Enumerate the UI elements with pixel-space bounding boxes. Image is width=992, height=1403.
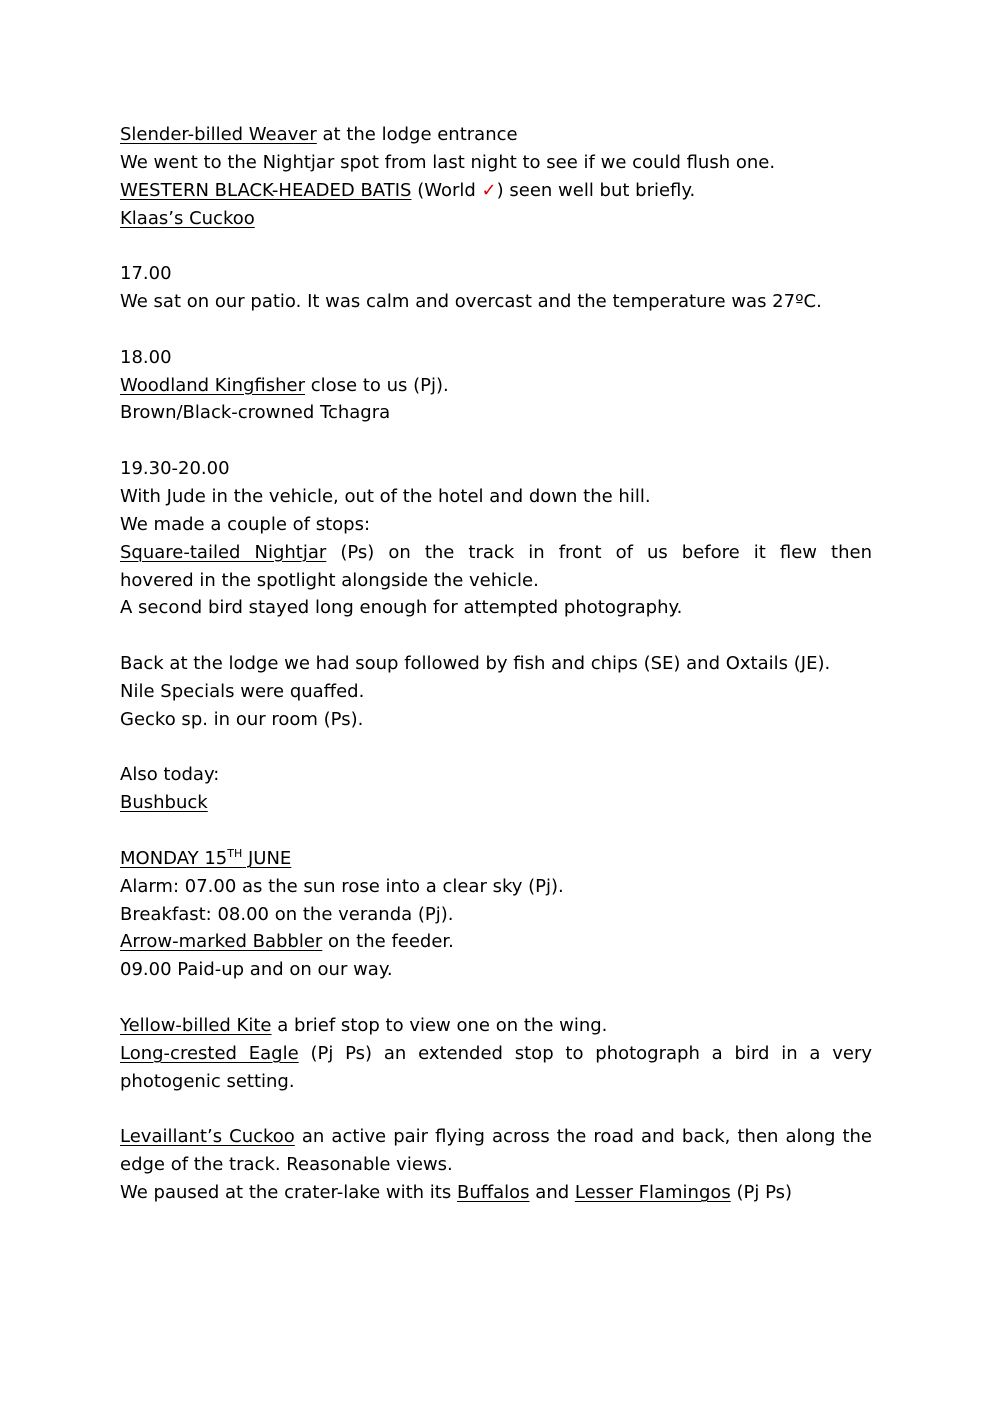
babbler-note: on the feeder. [322, 931, 454, 953]
levaillant-note: an active pair flying across the road and back, then along the [294, 1126, 872, 1148]
document-page [120, 121, 872, 1207]
crater-suffix: (Pj Ps) [730, 1182, 793, 1204]
batis-line [120, 177, 872, 205]
square-tailed-nightjar-line [120, 539, 872, 567]
species-slender-billed-weaver: Slender-billed Weaver [120, 124, 317, 145]
day-heading-text [120, 848, 291, 869]
spacer [120, 622, 872, 650]
time-1930: 19.30-20.00 [120, 458, 230, 480]
babbler-line [120, 928, 872, 956]
kingfisher-note: close to us (Pj). [305, 374, 449, 396]
bushbuck-line [120, 789, 872, 817]
species-klaas-cuckoo: Klaas’s Cuckoo [120, 207, 255, 229]
eagle-line [120, 1040, 872, 1068]
eagle-note: (Pj Ps) an extended stop to photograph a bird in a very [298, 1042, 873, 1064]
check-mark-icon: ✓ [481, 179, 497, 201]
nightjar-spot-line: We went to the Nightjar spot from last night to see if we could flush one. [120, 151, 776, 173]
kite-line [120, 1012, 872, 1040]
batis-note: ) seen well but briefly. [496, 179, 696, 201]
square-tailed-nightjar-cont: hovered in the spotlight alongside the vehicle. [120, 569, 539, 591]
species-long-crested-eagle: Long-crested Eagle [120, 1042, 299, 1064]
spacer [120, 734, 872, 762]
weaver-note: at the lodge entrance [316, 124, 518, 145]
spacer [120, 984, 872, 1012]
species-woodland-kingfisher: Woodland Kingfisher [120, 374, 306, 396]
levaillant-line [120, 1123, 872, 1151]
crater-and: and [529, 1182, 575, 1204]
patio-line: We sat on our patio. It was calm and overcast and the temperature was 27ºC. [120, 291, 822, 313]
square-tailed-nightjar-note: (Ps) on the track in front of us before it flew then [326, 541, 873, 563]
paid-up-line: 09.00 Paid-up and on our way. [120, 959, 393, 981]
jude-line: With Jude in the vehicle, out of the hotel and down the hill. [120, 485, 651, 507]
soup-line: Back at the lodge we had soup followed by fish and chips (SE) and Oxtails (JE). [120, 653, 831, 675]
time-1700: 17.00 [120, 263, 172, 285]
weaver-line [120, 121, 872, 149]
spacer [120, 232, 872, 260]
second-bird-line: A second bird stayed long enough for attempted photography. [120, 597, 683, 619]
kingfisher-line [120, 372, 872, 400]
species-western-black-headed-batis: WESTERN BLACK-HEADED BATIS [120, 179, 412, 201]
day-heading [120, 845, 872, 873]
crater-line [120, 1179, 872, 1207]
species-lesser-flamingos: Lesser Flamingos [574, 1182, 731, 1204]
species-levaillants-cuckoo: Levaillant’s Cuckoo [120, 1126, 295, 1148]
spacer [120, 817, 872, 845]
alarm-line: Alarm: 07.00 as the sun rose into a clear sky (Pj). [120, 875, 564, 897]
eagle-cont: photogenic setting. [120, 1070, 295, 1092]
species-square-tailed-nightjar: Square-tailed Nightjar [120, 541, 327, 563]
crater-prefix: We paused at the crater-lake with its [120, 1182, 457, 1204]
time-1800: 18.00 [120, 346, 172, 368]
spacer [120, 427, 872, 455]
batis-world-label: (World [411, 179, 482, 201]
day-heading-ordinal: TH [227, 846, 243, 860]
day-heading-suffix: JUNE [242, 847, 292, 869]
spacer [120, 316, 872, 344]
day-heading-prefix: MONDAY 15 [120, 847, 228, 869]
kite-note: a brief stop to view one on the wing. [271, 1015, 608, 1036]
gecko-line: Gecko sp. in our room (Ps). [120, 708, 364, 730]
species-bushbuck: Bushbuck [120, 792, 208, 814]
species-buffalos: Buffalos [456, 1182, 530, 1204]
spacer [120, 1096, 872, 1124]
species-arrow-marked-babbler: Arrow-marked Babbler [120, 931, 323, 953]
stops-line: We made a couple of stops: [120, 513, 371, 535]
breakfast-line: Breakfast: 08.00 on the veranda (Pj). [120, 903, 454, 925]
nile-line: Nile Specials were quaffed. [120, 680, 365, 702]
levaillant-cont: edge of the track. Reasonable views. [120, 1154, 453, 1176]
klaas-line [120, 205, 872, 233]
species-yellow-billed-kite: Yellow-billed Kite [120, 1015, 272, 1036]
also-today-label: Also today: [120, 764, 220, 786]
tchagra-line: Brown/Black-crowned Tchagra [120, 402, 391, 424]
